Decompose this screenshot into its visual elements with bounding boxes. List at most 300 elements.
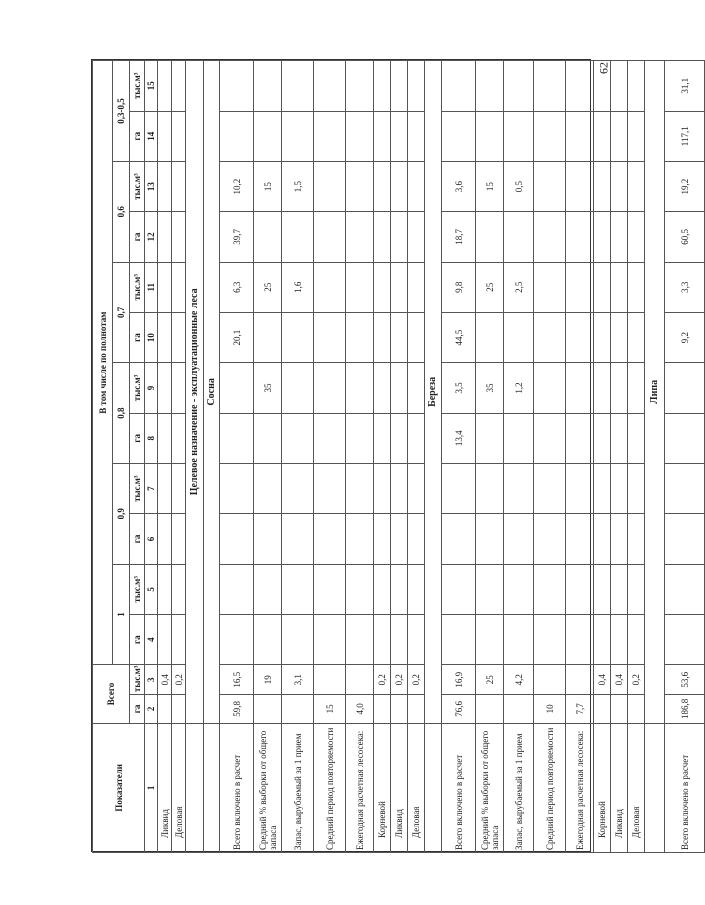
table-cell [408,312,425,362]
table-cell [408,463,425,513]
table-cell [158,161,172,211]
row-label: Ежегодная расчетная лесосека: [346,723,374,852]
table-cell [158,413,172,463]
table-cell [408,614,425,664]
table-cell [314,614,346,664]
table-cell: 3,1 [282,665,314,695]
table-cell: 44,5 [442,312,476,362]
table-cell [346,413,374,463]
table-cell [158,514,172,564]
table-cell [408,161,425,211]
table-cell [534,312,566,362]
table-cell [628,695,645,724]
header-column-number: 5 [145,564,158,614]
table-cell [566,61,594,112]
table-cell [594,212,611,262]
section-spacer [645,723,665,852]
table-cell [628,111,645,161]
table-cell: 20,1 [220,312,254,362]
table-cell [594,413,611,463]
row-label: Корневой [374,723,391,852]
table-row [594,61,611,853]
table-cell [220,111,254,161]
table-cell [220,463,254,513]
table-cell [408,514,425,564]
table-cell [566,514,594,564]
table-cell [611,111,628,161]
header-column-number: 1 [145,723,158,852]
table-cell: 25 [254,262,282,312]
table-cell [665,614,705,664]
table-cell [282,212,314,262]
table-cell: 0,4 [158,665,172,695]
table-row [391,61,408,853]
table-cell [408,695,425,724]
table-cell [534,413,566,463]
table-cell: 15 [254,161,282,211]
header-unit-ha: га [130,212,145,262]
table-cell: 6,3 [220,262,254,312]
section-spacer [204,723,220,852]
table-cell [391,614,408,664]
header-unit-thm: тыс.м³ [130,262,145,312]
table-cell: 25 [476,262,504,312]
table-cell [220,363,254,413]
table-cell [611,413,628,463]
table-cell [158,363,172,413]
table-cell [282,514,314,564]
header-total: Всего [93,665,130,723]
table-cell [594,514,611,564]
table-cell [391,695,408,724]
section-label: Целевое назначение - эксплуатационные леса [186,61,204,724]
table-cell [346,363,374,413]
table-cell [254,413,282,463]
table-cell: 0,4 [611,665,628,695]
row-label: Средний период повторяемости [534,723,566,852]
table-cell [391,111,408,161]
table-row [476,61,504,853]
table-cell [476,212,504,262]
table-cell [534,514,566,564]
section-label: Береза [425,61,442,724]
table-cell: 0,5 [504,161,534,211]
section-row [186,61,204,853]
table-cell: 19,2 [665,161,705,211]
table-cell [611,363,628,413]
table-cell [314,665,346,695]
table-cell [594,695,611,724]
header-column-number: 14 [145,111,158,161]
table-cell [374,614,391,664]
table-cell [611,695,628,724]
row-label: Деловая [628,723,645,852]
table-cell [594,363,611,413]
table-cell [374,161,391,211]
table-cell [314,564,346,614]
header-group-density: 1 [113,564,130,665]
table-cell [628,212,645,262]
table-cell [566,212,594,262]
table-cell: 0,2 [172,665,186,695]
table-cell [254,61,282,112]
table-cell: 15 [476,161,504,211]
row-label: Всего включено в расчет [665,723,705,852]
row-label: Средний % выборки от общего запаса [254,723,282,852]
table-cell [566,312,594,362]
table-cell [534,363,566,413]
table-cell [611,514,628,564]
table-cell: 4,2 [504,665,534,695]
table-cell: 59,8 [220,695,254,724]
table-row [504,61,534,853]
table-cell [172,212,186,262]
table-cell [594,111,611,161]
table-cell [665,413,705,463]
table-cell [282,695,314,724]
section-row [645,61,665,853]
table-cell [442,564,476,614]
table-cell [594,61,611,112]
header-column-number: 8 [145,413,158,463]
table-cell [504,463,534,513]
table-row [566,61,594,853]
table-cell [254,463,282,513]
table-cell [158,212,172,262]
table-cell [628,514,645,564]
table-cell [346,463,374,513]
table-cell [611,463,628,513]
row-label: Средний % выборки от общего запаса [476,723,504,852]
section-spacer [186,723,204,852]
table-cell [374,413,391,463]
table-cell [566,463,594,513]
table-cell [665,463,705,513]
table-cell [282,363,314,413]
section-row [425,61,442,853]
table-cell [282,61,314,112]
table-cell [408,413,425,463]
table-cell: 10 [534,695,566,724]
row-label: Корневой [594,723,611,852]
table-cell [391,212,408,262]
table-cell: 0,2 [374,665,391,695]
table-cell [476,413,504,463]
table-row [534,61,566,853]
header-unit-ha: га [130,413,145,463]
table-cell [594,564,611,614]
table-cell [254,514,282,564]
table-cell [282,564,314,614]
table-cell [566,614,594,664]
table-body [158,61,705,853]
table-cell [504,695,534,724]
row-label: Всего включено в расчет [442,723,476,852]
table-cell [391,463,408,513]
table-cell [476,614,504,664]
section-spacer [425,723,442,852]
table-cell [566,262,594,312]
table-cell [172,161,186,211]
table-cell [172,463,186,513]
header-unit-thm: тыс.м³ [130,564,145,614]
table-cell [346,111,374,161]
table-cell [594,614,611,664]
table-cell [476,111,504,161]
header-group-density: 0,6 [113,161,130,262]
row-label: Запас, вырубаемый за 1 прием [282,723,314,852]
table-cell [172,61,186,112]
table-cell [254,111,282,161]
table-cell [566,564,594,614]
header-unit-thm: тыс.м³ [130,463,145,513]
table-cell [408,61,425,112]
section-label: Сосна [204,61,220,724]
table-cell: 3,6 [442,161,476,211]
table-cell [158,312,172,362]
table-row [408,61,425,853]
table-cell: 2,5 [504,262,534,312]
section-row [204,61,220,853]
table-cell: 10,2 [220,161,254,211]
table-row [282,61,314,853]
table-cell [476,695,504,724]
table-cell [346,161,374,211]
table-cell: 3,5 [442,363,476,413]
table-cell [408,111,425,161]
header-unit-ha: га [130,312,145,362]
table-cell [534,111,566,161]
header-column-number: 10 [145,312,158,362]
table-cell [374,212,391,262]
table-cell [282,312,314,362]
table-cell [442,614,476,664]
table-cell [534,564,566,614]
header-group-density: 0,7 [113,262,130,363]
table-cell [476,61,504,112]
table-row [220,61,254,853]
table-cell: 16,5 [220,665,254,695]
row-label: Деловая [172,723,186,852]
table-row [314,61,346,853]
header-unit-thm: тыс.м³ [130,665,145,695]
table-cell [314,61,346,112]
table-cell [534,61,566,112]
table-cell [391,312,408,362]
table-cell [158,564,172,614]
table-cell [282,614,314,664]
table-cell [476,463,504,513]
table-cell [254,614,282,664]
table-cell [254,212,282,262]
table-cell [504,614,534,664]
table-cell [611,614,628,664]
table-cell: 19 [254,665,282,695]
header-unit-ha: га [130,695,145,724]
table-cell [158,111,172,161]
header-unit-ha: га [130,614,145,664]
table-cell [346,564,374,614]
table-cell: 1,2 [504,363,534,413]
header-unit-ha: га [130,514,145,564]
table-cell [374,564,391,614]
table-cell [628,312,645,362]
table-cell [220,564,254,614]
table-cell [282,413,314,463]
header-group-density: 0,8 [113,363,130,464]
table-cell [391,161,408,211]
table-cell [594,262,611,312]
table-cell: 53,6 [665,665,705,695]
table-cell [476,514,504,564]
table-cell: 1,5 [282,161,314,211]
table-cell [172,614,186,664]
table-cell [566,665,594,695]
table-cell: 9,2 [665,312,705,362]
table-cell [665,514,705,564]
table-cell [374,61,391,112]
table-cell: 39,7 [220,212,254,262]
table-cell: 16,9 [442,665,476,695]
row-label: Средний период повторяемости [314,723,346,852]
table-cell [611,262,628,312]
table-cell [374,312,391,362]
table-cell [374,695,391,724]
table-row [611,61,628,853]
table-cell [314,463,346,513]
table-cell [504,413,534,463]
table-cell [504,564,534,614]
table-cell: 15 [314,695,346,724]
table-cell: 25 [476,665,504,695]
table-row [374,61,391,853]
table-cell [282,111,314,161]
table-cell [314,111,346,161]
table-cell [594,161,611,211]
table-cell [566,161,594,211]
table-cell [391,413,408,463]
header-column-number: 2 [145,695,158,724]
table-row [628,61,645,853]
table-cell: 76,6 [442,695,476,724]
table-row [158,61,172,853]
table-cell [391,363,408,413]
table-cell [220,514,254,564]
table-cell [665,363,705,413]
table-cell [346,262,374,312]
section-label: Липа [645,61,665,724]
table-cell [254,564,282,614]
table-cell [534,665,566,695]
header-column-number: 15 [145,61,158,112]
header-unit-thm: тыс.м³ [130,61,145,112]
table-cell [611,312,628,362]
table-cell [314,161,346,211]
table-cell [391,514,408,564]
header-column-number: 6 [145,514,158,564]
table-cell [220,61,254,112]
table-cell [566,413,594,463]
allowable-cut-table [92,60,705,853]
header-column-number: 9 [145,363,158,413]
table-cell [504,212,534,262]
table-cell: 7,7 [566,695,594,724]
table-cell [314,212,346,262]
table-cell [172,312,186,362]
table-cell [374,514,391,564]
table-cell [534,161,566,211]
table-cell [665,564,705,614]
table-cell [220,413,254,463]
table-cell [628,262,645,312]
table-cell [628,564,645,614]
table-row [665,61,705,853]
table-cell [172,514,186,564]
table-cell [628,161,645,211]
table-cell [172,262,186,312]
table-cell [158,463,172,513]
table-cell [346,514,374,564]
table-cell [408,212,425,262]
header-group-density: 0,3-0,5 [113,61,130,162]
table-cell [172,363,186,413]
table-cell [282,463,314,513]
table-cell [534,614,566,664]
table-cell [628,363,645,413]
table-cell [408,363,425,413]
table-cell [314,312,346,362]
header-column-number: 13 [145,161,158,211]
header-column-number: 4 [145,614,158,664]
header-group-density: 0,9 [113,463,130,564]
table-cell [220,614,254,664]
header-column-numbers-row [145,61,158,853]
header-column-number: 7 [145,463,158,513]
header-unit-thm: тыс.м³ [130,363,145,413]
table-cell: 35 [254,363,282,413]
table-cell: 3,3 [665,262,705,312]
table-cell [158,61,172,112]
table-cell [566,111,594,161]
table-cell [611,161,628,211]
header-column-number: 12 [145,212,158,262]
header-including: В том числе по полнотам [93,61,113,665]
header-indicator: Показатели [93,723,145,852]
table-cell [504,61,534,112]
table-cell: 31,1 [665,61,705,112]
table-cell [158,262,172,312]
row-label: Ликвид [611,723,628,852]
table-cell [346,61,374,112]
table-cell [346,312,374,362]
table-cell: 60,5 [665,212,705,262]
table-cell [476,564,504,614]
table-cell [408,262,425,312]
table-cell [254,312,282,362]
table-cell: 13,4 [442,413,476,463]
table-cell [442,463,476,513]
table-cell [628,61,645,112]
table-cell [374,111,391,161]
header-unit-thm: тыс.м³ [130,161,145,211]
table-cell [172,564,186,614]
table-cell [172,111,186,161]
table-row [172,61,186,853]
table-cell: 186,8 [665,695,705,724]
table-cell [158,614,172,664]
table-cell [346,614,374,664]
table-cell: 9,8 [442,262,476,312]
